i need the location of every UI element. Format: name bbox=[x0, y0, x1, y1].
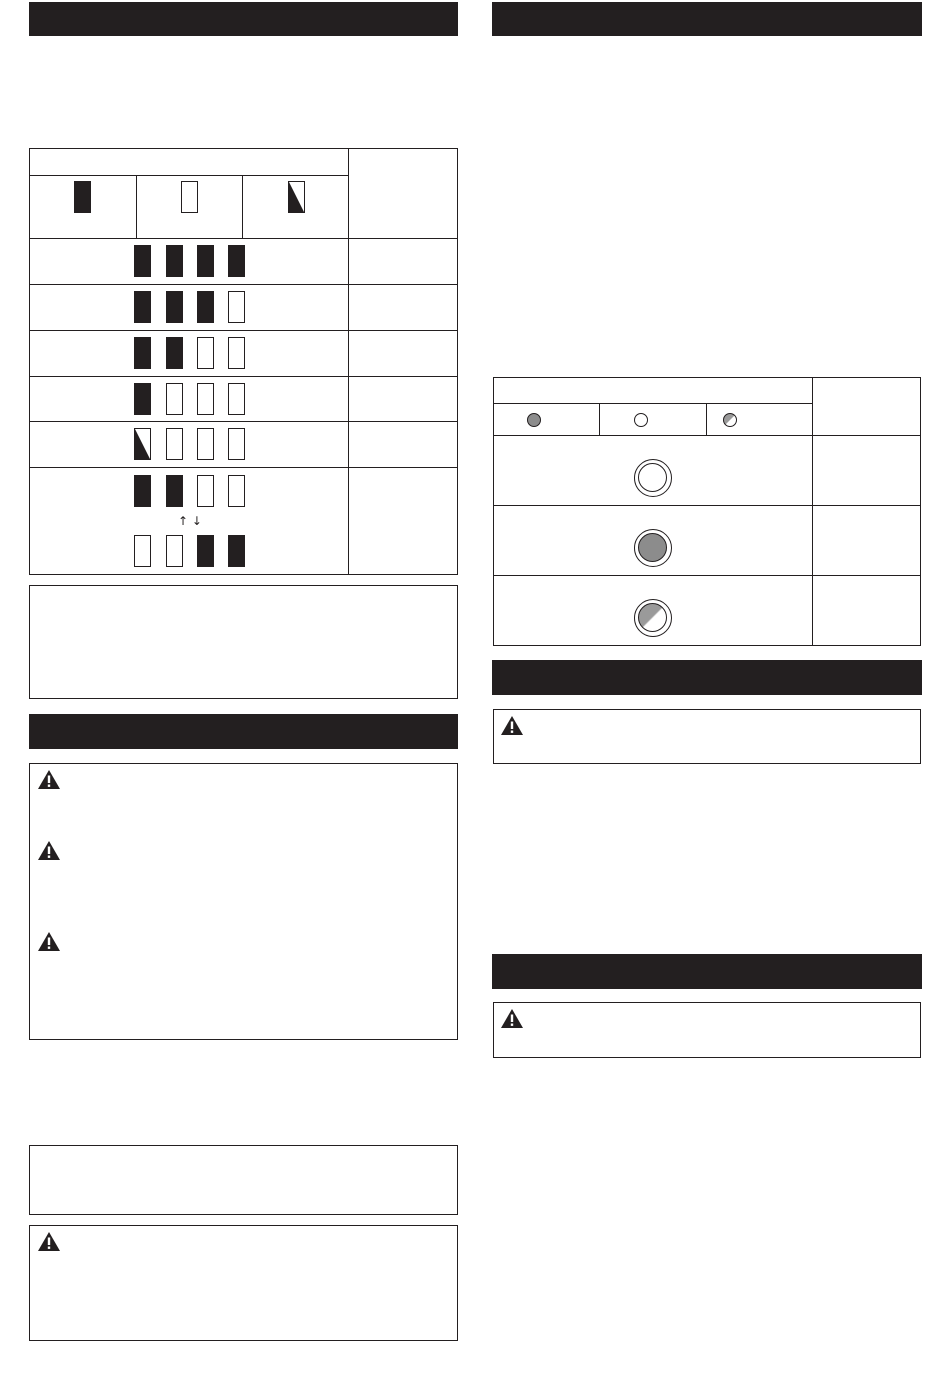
legend-white-lamp-icon bbox=[634, 413, 648, 427]
note-box bbox=[29, 1145, 458, 1215]
section-header-bar bbox=[29, 714, 458, 749]
warning-box bbox=[493, 1002, 921, 1058]
battery-indicator-cell bbox=[166, 475, 183, 507]
section-header-bar bbox=[492, 660, 922, 695]
battery-indicator-cell bbox=[166, 383, 183, 415]
battery-indicator-cell bbox=[228, 383, 245, 415]
battery-indicator-cell bbox=[197, 337, 214, 369]
battery-indicator-cell bbox=[197, 383, 214, 415]
warning-triangle-icon bbox=[500, 715, 524, 736]
battery-indicator-cell bbox=[134, 428, 151, 460]
warning-triangle-icon bbox=[37, 769, 61, 790]
warning-triangle-icon bbox=[37, 1231, 61, 1252]
battery-indicator-cell bbox=[228, 245, 245, 277]
warning-triangle-icon bbox=[37, 840, 61, 861]
section-header-bar bbox=[492, 954, 922, 989]
battery-indicator-cell bbox=[166, 245, 183, 277]
section-header-bar bbox=[492, 2, 922, 36]
battery-indicator-cell bbox=[166, 428, 183, 460]
warning-triangle-icon bbox=[37, 931, 61, 952]
battery-indicator-cell bbox=[197, 475, 214, 507]
legend-half-lamp-icon bbox=[723, 413, 737, 427]
battery-indicator-cell bbox=[197, 535, 214, 567]
battery-indicator-cell bbox=[228, 428, 245, 460]
battery-indicator-cell bbox=[134, 535, 151, 567]
battery-indicator-cell bbox=[228, 337, 245, 369]
battery-indicator-cell bbox=[134, 475, 151, 507]
battery-indicator-cell bbox=[228, 535, 245, 567]
legend-off-cell bbox=[181, 181, 198, 213]
lamp-gray-icon bbox=[634, 529, 672, 567]
battery-indicator-cell bbox=[166, 535, 183, 567]
battery-indicator-cell bbox=[166, 291, 183, 323]
note-box bbox=[29, 585, 458, 699]
legend-gray-lamp-icon bbox=[527, 413, 541, 427]
battery-indicator-cell bbox=[197, 245, 214, 277]
alternating-arrows: ↑ ↓ bbox=[178, 514, 202, 528]
lamp-white-icon bbox=[634, 459, 672, 497]
battery-indicator-cell bbox=[134, 291, 151, 323]
warning-box bbox=[29, 763, 458, 1040]
indicator-lamp-table bbox=[493, 377, 921, 646]
battery-indicator-cell bbox=[166, 337, 183, 369]
battery-indicator-cell bbox=[197, 291, 214, 323]
warning-box bbox=[493, 709, 921, 764]
legend-lighted-cell bbox=[74, 181, 91, 213]
battery-indicator-cell bbox=[134, 383, 151, 415]
battery-indicator-cell bbox=[228, 291, 245, 323]
lamp-half-icon bbox=[634, 599, 672, 637]
section-header-bar bbox=[29, 2, 458, 36]
warning-triangle-icon bbox=[500, 1008, 524, 1029]
battery-indicator-cell bbox=[134, 245, 151, 277]
warning-box bbox=[29, 1225, 458, 1341]
battery-indicator-cell bbox=[134, 337, 151, 369]
battery-indicator-cell bbox=[197, 428, 214, 460]
battery-indicator-cell bbox=[228, 475, 245, 507]
legend-blinking-cell bbox=[288, 181, 305, 213]
